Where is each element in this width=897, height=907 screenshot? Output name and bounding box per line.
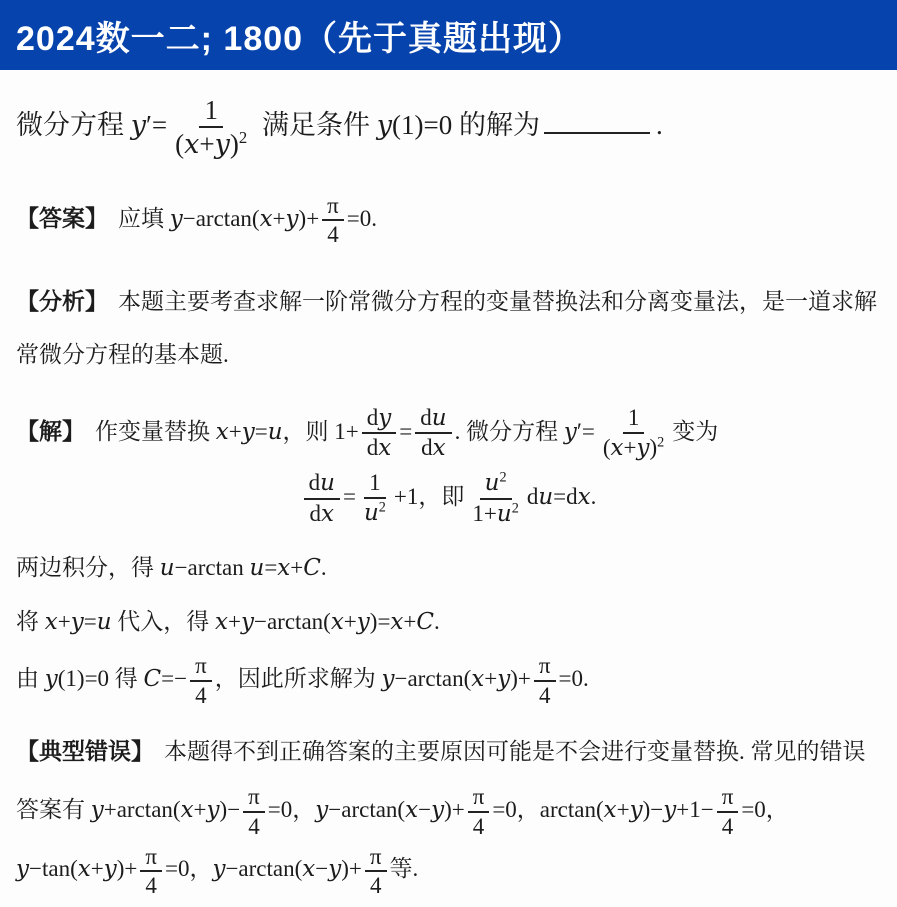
fraction: $\frac{\pi}{4}$ [190, 652, 212, 709]
fraction: $\frac{u^2}{1+u^2}$ [472, 469, 519, 527]
fraction: $\frac{du}{dx}$ [304, 469, 340, 528]
fraction: $\frac{\pi}{4}$ [322, 192, 344, 249]
answer-blank-underline [544, 105, 650, 134]
fraction: $\frac{1}{u^2}$ [363, 470, 386, 527]
typical-errors-paragraph [16, 722, 881, 900]
problem-statement: 微分方程 y′= $\frac{1}{(x+y)^2}$ 满足条件 y(1)=0 的解为 . [16, 95, 663, 161]
analysis-label: 【分析】 [16, 287, 108, 314]
fraction: $\frac{dy}{dx}$ [362, 404, 397, 463]
solution-line-4: 由 y(1)=0 得 C=− $\frac{\pi}{4}$ ，因此所求解为 y−arctan(x+y)+ $\frac{\pi}{4}$ =0. [16, 653, 589, 708]
analysis-text: 本题主要考查求解一阶常微分方程的变量替换法和分离变量法，是一道求解常微分方程的基本题. [16, 288, 877, 367]
solution-line-2: 两边积分，得 u−arctan u=x+C. [16, 555, 327, 582]
fraction: $\frac{\pi}{4}$ [717, 783, 739, 840]
fraction: $\frac{\pi}{4}$ [534, 652, 556, 709]
fraction: $\frac{\pi}{4}$ [365, 843, 387, 900]
fraction: $\frac{\pi}{4}$ [468, 783, 490, 840]
fraction: $\frac{\pi}{4}$ [140, 843, 162, 900]
answer-paragraph [16, 192, 881, 249]
fraction: $\frac{du}{dx}$ [415, 404, 451, 463]
typical-errors-label: 【典型错误】 [16, 737, 154, 764]
solution-line-1 [16, 404, 881, 463]
solution-display-equation: $\frac{du}{dx}$ = $\frac{1}{u^2}$ +1，即 $\frac{u^2}{1+u^2}$ du=dx. [16, 469, 881, 528]
solution-line-1-text: 作变量替换 x+y=u，则 1+ $\frac{dy}{dx}$ = $\frac{du}{dx}$ . 微分方程 y′= $\frac{1}{(x+y)^2}$ 变为 [95, 404, 719, 462]
fraction: $\frac{1}{(x+y)^2}$ [175, 95, 248, 161]
fraction: $\frac{\pi}{4}$ [243, 783, 265, 840]
analysis-paragraph [16, 275, 881, 382]
header-title: 2024数一二; 1800（先于真题出现） [16, 19, 584, 58]
solution-label: 【解】 [16, 417, 85, 444]
section-header-bar [0, 0, 897, 70]
answer-label: 【答案】 [16, 204, 108, 231]
answer-text: 应填 y−arctan(x+y)+ $\frac{\pi}{4}$ =0. [118, 192, 378, 248]
problem-content [0, 94, 897, 900]
fraction: $\frac{1}{(x+y)^2}$ [602, 405, 665, 461]
typical-errors-text: 本题得不到正确答案的主要原因可能是不会进行变量替换. 常见的错误答案有 y+arctan(x+y)− $\frac{\pi}{4}$ =0，y−arctan(x−y)+ $\frac{\pi}{4}$ =0，arctan(x+y)−y+1− $\frac{\pi}{4}$ =0，y−tan(x+y)+ $\frac{\pi}{4}$ =0，y−arctan(x−y)+ $\frac{\pi}{4}$ 等. [16, 738, 866, 899]
solution-line-3: 将 x+y=u 代入，得 x+y−arctan(x+y)=x+C. [16, 609, 440, 636]
